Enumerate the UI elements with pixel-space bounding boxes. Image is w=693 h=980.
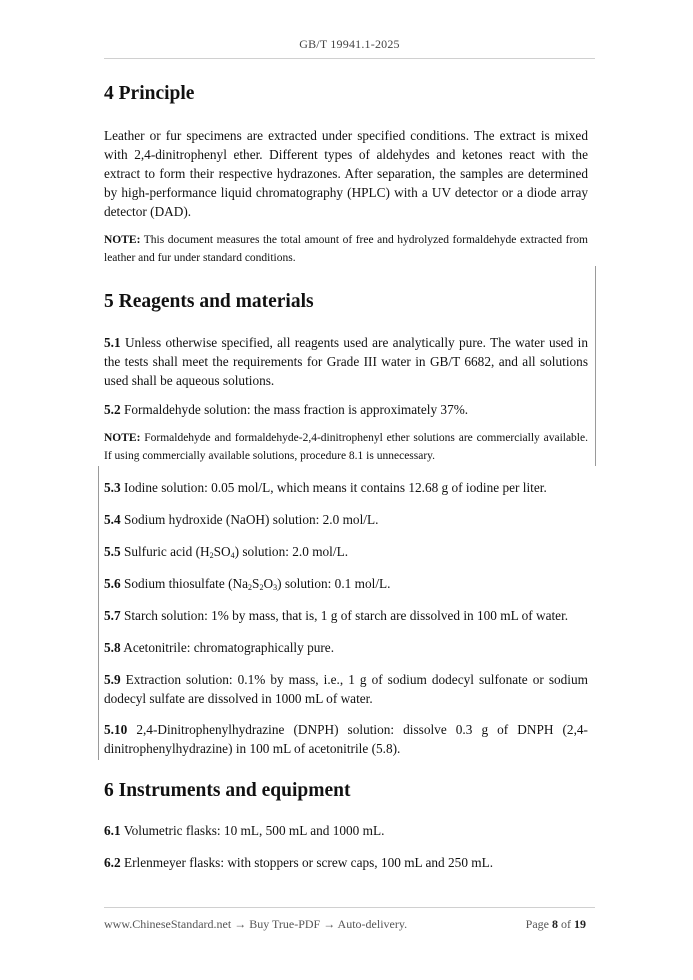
revision-bar-left [98, 466, 99, 760]
note-label: NOTE: [104, 234, 141, 246]
clause-number: 5.6 [104, 576, 121, 591]
clause-number: 5.3 [104, 480, 121, 495]
section-4-note [104, 231, 588, 267]
subscript: 4 [230, 551, 235, 560]
clause-text: Extraction solution: 0.1% by mass, i.e., 1 g of sodium dodecyl sulfonate or sodium dodecyl sulfate are dissolved in 1000 mL of water. [104, 672, 588, 706]
clause-number: 5.2 [104, 402, 121, 417]
section-5-note [104, 429, 588, 465]
subscript: 2 [209, 551, 214, 560]
page-content [104, 81, 588, 872]
clause-5-8 [104, 638, 588, 657]
clause-text: Sodium thiosulfate (Na [120, 576, 249, 591]
clause-text: Volumetric flasks: 10 mL, 500 mL and 1000 mL. [120, 823, 385, 838]
clause-text: Starch solution: 1% by mass, that is, 1 g of starch are dissolved in 100 mL of water. [120, 608, 569, 623]
clause-text: Sodium hydroxide (NaOH) solution: 2.0 mol/L. [120, 512, 379, 527]
clause-text: ) solution: 0.1 mol/L. [277, 576, 391, 591]
section-6-heading: 6 Instruments and equipment [104, 780, 351, 801]
subscript: 3 [273, 583, 278, 592]
page-header: GB/T 19941.1-2025 [299, 37, 400, 51]
subscript: 2 [248, 583, 253, 592]
clause-5-3 [104, 478, 588, 497]
clause-number: 5.5 [104, 544, 121, 559]
clause-5-5 [104, 542, 588, 561]
clause-text: S [252, 576, 260, 591]
header-divider [104, 58, 595, 59]
note-text: Formaldehyde and formaldehyde-2,4-dinitrophenyl ether solutions are commercially available. If using commercially available solutions, procedure 8.1 is unnecessary. [104, 432, 588, 462]
footer-divider [104, 907, 595, 908]
clause-number: 5.9 [104, 672, 121, 687]
page-number [526, 917, 586, 932]
clause-5-2 [104, 400, 588, 419]
clause-number: 5.4 [104, 512, 121, 527]
of-label: of [561, 917, 571, 931]
section-4-heading: 4 Principle [104, 83, 195, 104]
page-label: Page [525, 917, 549, 931]
clause-5-7 [104, 606, 588, 625]
clause-6-2 [104, 853, 588, 872]
subscript: 2 [259, 583, 264, 592]
clause-number: 5.7 [104, 608, 121, 623]
clause-number: 6.1 [104, 823, 121, 838]
clause-text: Formaldehyde solution: the mass fraction is approximately 37%. [120, 402, 469, 417]
clause-text: ) solution: 2.0 mol/L. [234, 544, 349, 559]
clause-text: Acetonitrile: chromatographically pure. [120, 640, 335, 655]
footer-link[interactable]: www.ChineseStandard.net → Buy True-PDF → Auto-delivery. [104, 917, 408, 931]
clause-number: 5.1 [104, 335, 121, 350]
clause-text: Sulfuric acid (H [120, 544, 210, 559]
clause-number: 5.8 [104, 640, 121, 655]
clause-5-4 [104, 510, 588, 529]
clause-text: Iodine solution: 0.05 mol/L, which means it contains 12.68 g of iodine per liter. [120, 480, 547, 495]
clause-5-9 [104, 670, 588, 708]
total-pages: 19 [574, 917, 586, 931]
current-page: 8 [552, 917, 558, 931]
clause-text: Erlenmeyer flasks: with stoppers or screw caps, 100 mL and 250 mL. [120, 855, 494, 870]
section-4-paragraph: Leather or fur specimens are extracted under specified conditions. The extract is mixed with 2,4-dinitrophenyl ether. Different types of aldehydes and ketones react with the extract to form their respective hydrazones. After separation, the samples are determined by high-performance liquid chromatography (HPLC) with a UV detector or a diode array detector (DAD). [104, 128, 588, 219]
clause-5-10 [104, 720, 588, 758]
clause-5-6 [104, 574, 588, 593]
clause-number: 5.10 [104, 722, 128, 737]
note-label: NOTE: [104, 432, 141, 444]
revision-bar-right [595, 266, 596, 466]
clause-number: 6.2 [104, 855, 121, 870]
clause-text: O [263, 576, 274, 591]
clause-text: 2,4-Dinitrophenylhydrazine (DNPH) solution: dissolve 0.3 g of DNPH (2,4-dinitrophenylhydrazine) in 100 mL of acetonitrile (5.8). [104, 722, 588, 756]
clause-text: Unless otherwise specified, all reagents used are analytically pure. The water used in the tests shall meet the requirements for Grade III water in GB/T 6682, and all solutions used shall be aqueous solutions. [104, 335, 588, 388]
clause-6-1 [104, 821, 588, 840]
clause-text: SO [213, 544, 231, 559]
section-5-heading: 5 Reagents and materials [104, 291, 314, 312]
note-text: This document measures the total amount of free and hydrolyzed formaldehyde extracted from leather and fur under standard conditions. [104, 234, 588, 264]
clause-5-1 [104, 333, 588, 390]
